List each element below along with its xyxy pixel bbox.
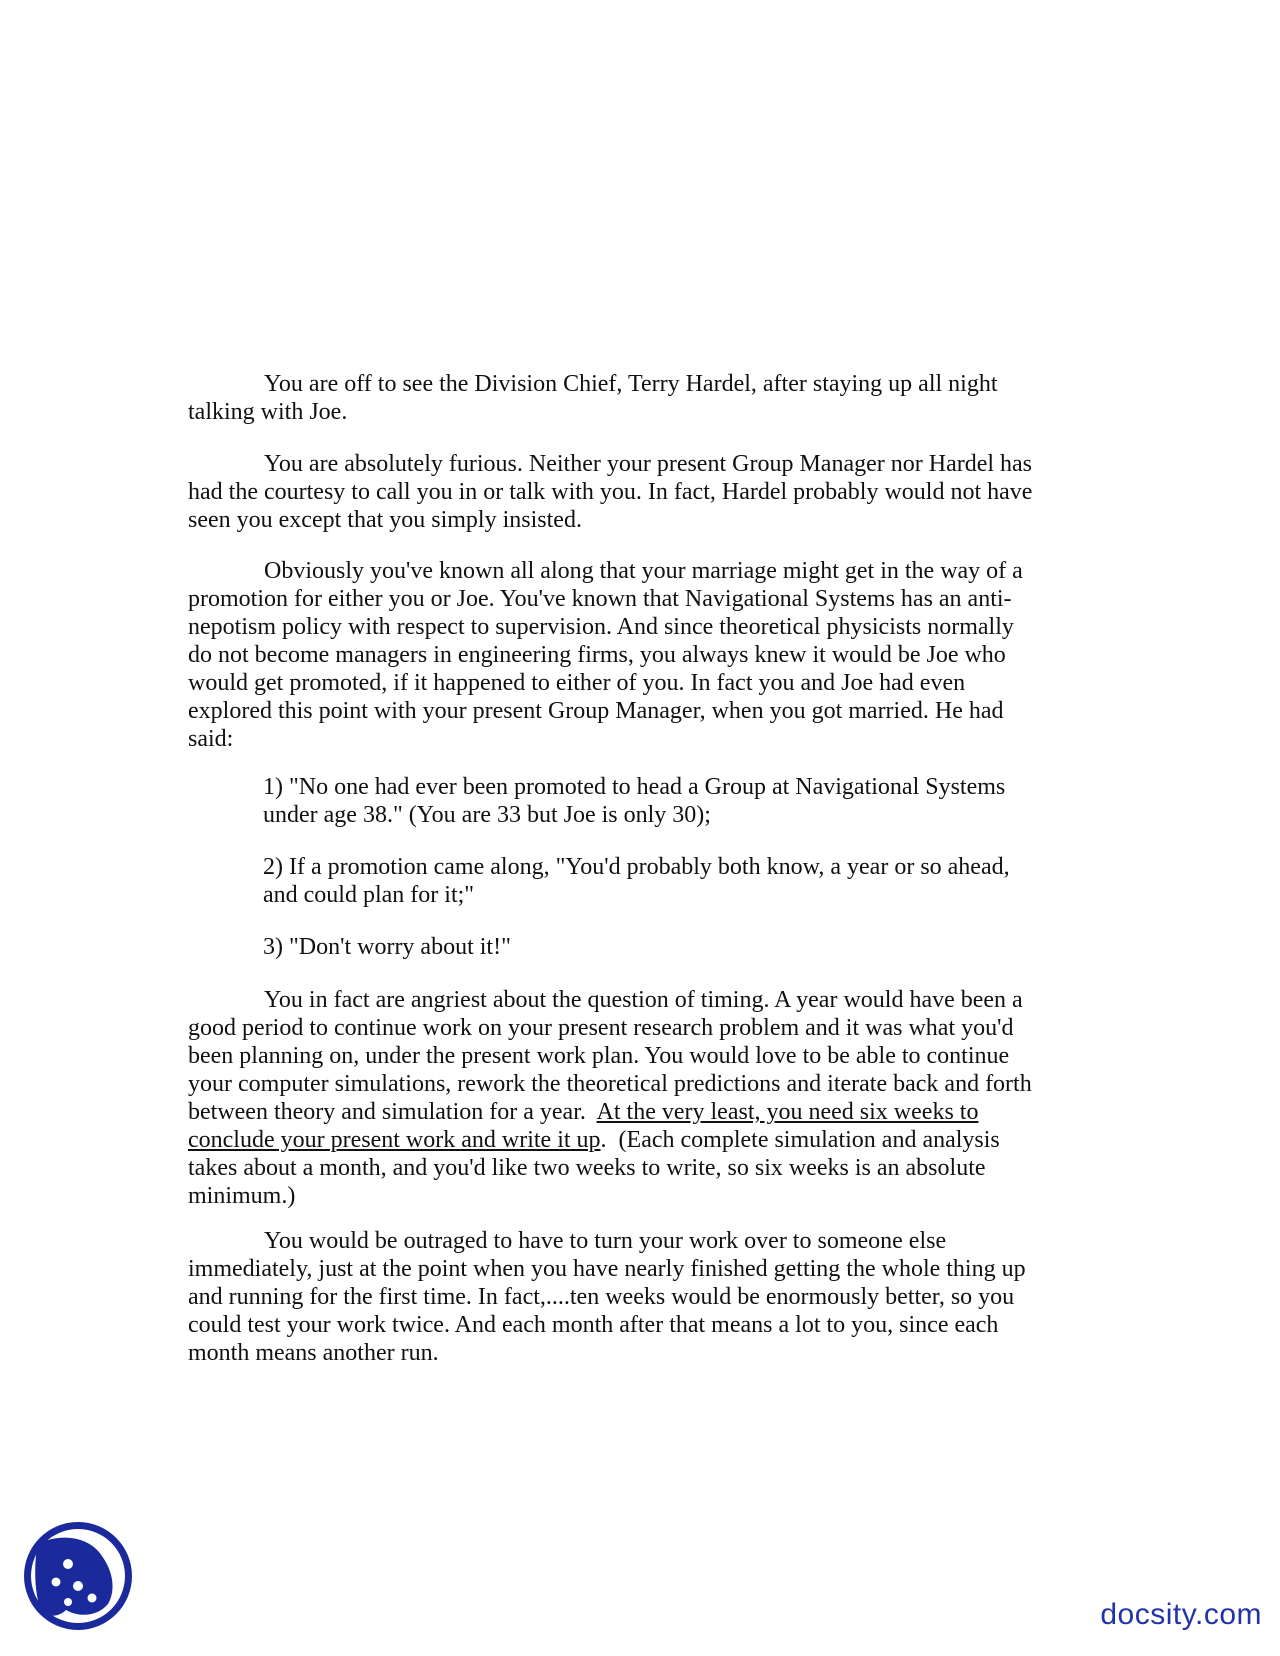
paragraph-5	[188, 1227, 1088, 1367]
paragraph-1	[188, 370, 1088, 426]
paragraph-2	[188, 450, 1088, 534]
p4-line5-underlined: At the very least, you need six weeks to	[596, 1099, 979, 1125]
p5-line4: could test your work twice. And each month after that means a lot to you, since each	[188, 1312, 999, 1338]
list-item-3	[263, 933, 1083, 961]
p4-line1: You in fact are angriest about the question of timing. A year would have been a	[264, 987, 1023, 1013]
list-item-2	[263, 853, 1083, 909]
p3-line1: Obviously you've known all along that your marriage might get in the way of a	[264, 558, 1023, 584]
p5-line5: month means another run.	[188, 1340, 439, 1366]
p5-line2: immediately, just at the point when you have nearly finished getting the whole thing up	[188, 1256, 1026, 1282]
list-item-2-line2: and could plan for it;"	[263, 882, 475, 908]
paragraph-3	[188, 557, 1088, 753]
p2-line1: You are absolutely furious. Neither your present Group Manager nor Hardel has	[264, 451, 1033, 477]
list-item-1-line2: under age 38." (You are 33 but Joe is only 30);	[263, 802, 711, 828]
list-item-3-line1: 3) "Don't worry about it!"	[263, 934, 511, 960]
p4-line2: good period to continue work on your present research problem and it was what you'd	[188, 1015, 1014, 1041]
p1-line2: talking with Joe.	[188, 399, 348, 425]
p3-line6: explored this point with your present Group Manager, when you got married. He had	[188, 698, 1004, 724]
p5-line3: and running for the first time. In fact,....ten weeks would be enormously better, so you	[188, 1284, 1015, 1310]
logo-dot-5	[64, 1598, 72, 1606]
p3-line4: do not become managers in engineering firms, you always knew it would be Joe who	[188, 642, 1006, 668]
p5-line1: You would be outraged to have to turn your work over to someone else	[264, 1228, 947, 1254]
p4-line7: takes about a month, and you'd like two weeks to write, so six weeks is an absolute	[188, 1155, 986, 1181]
p3-line7: said:	[188, 726, 234, 752]
list-item-1	[263, 773, 1083, 829]
p2-line2: had the courtesy to call you in or talk with you. In fact, Hardel probably would not have	[188, 479, 1033, 505]
logo-dot-4	[88, 1594, 97, 1603]
p4-line6-underlined: conclude your present work and write it up	[188, 1127, 601, 1153]
paragraph-4	[188, 986, 1088, 1210]
p3-line5: would get promoted, if it happened to either of you. In fact you and Joe had even	[188, 670, 966, 696]
logo-dot-3	[73, 1581, 83, 1591]
p3-line2: promotion for either you or Joe. You've known that Navigational Systems has an anti-	[188, 586, 1012, 612]
logo-dot-1	[63, 1559, 73, 1569]
p4-line4: your computer simulations, rework the theoretical predictions and iterate back and forth	[188, 1071, 1032, 1097]
docsity-logo-icon[interactable]	[22, 1520, 134, 1632]
p4-line5-plain: between theory and simulation for a year.	[188, 1099, 597, 1125]
logo-dot-2	[52, 1578, 61, 1587]
p2-line3: seen you except that you simply insisted.	[188, 507, 582, 533]
p1-line1: You are off to see the Division Chief, Terry Hardel, after staying up all night	[264, 371, 998, 397]
list-item-1-line1: 1) "No one had ever been promoted to head a Group at Navigational Systems	[263, 774, 1006, 800]
p4-line8: minimum.)	[188, 1183, 296, 1209]
p3-line3: nepotism policy with respect to supervision. And since theoretical physicists normally	[188, 614, 1014, 640]
p4-line3: been planning on, under the present work plan. You would love to be able to continue	[188, 1043, 1010, 1069]
docsity-brand-link[interactable]: docsity.com	[1100, 1598, 1262, 1631]
p4-line6-plain: . (Each complete simulation and analysis	[600, 1127, 1000, 1153]
list-item-2-line1: 2) If a promotion came along, "You'd probably both know, a year or so ahead,	[263, 854, 1010, 880]
